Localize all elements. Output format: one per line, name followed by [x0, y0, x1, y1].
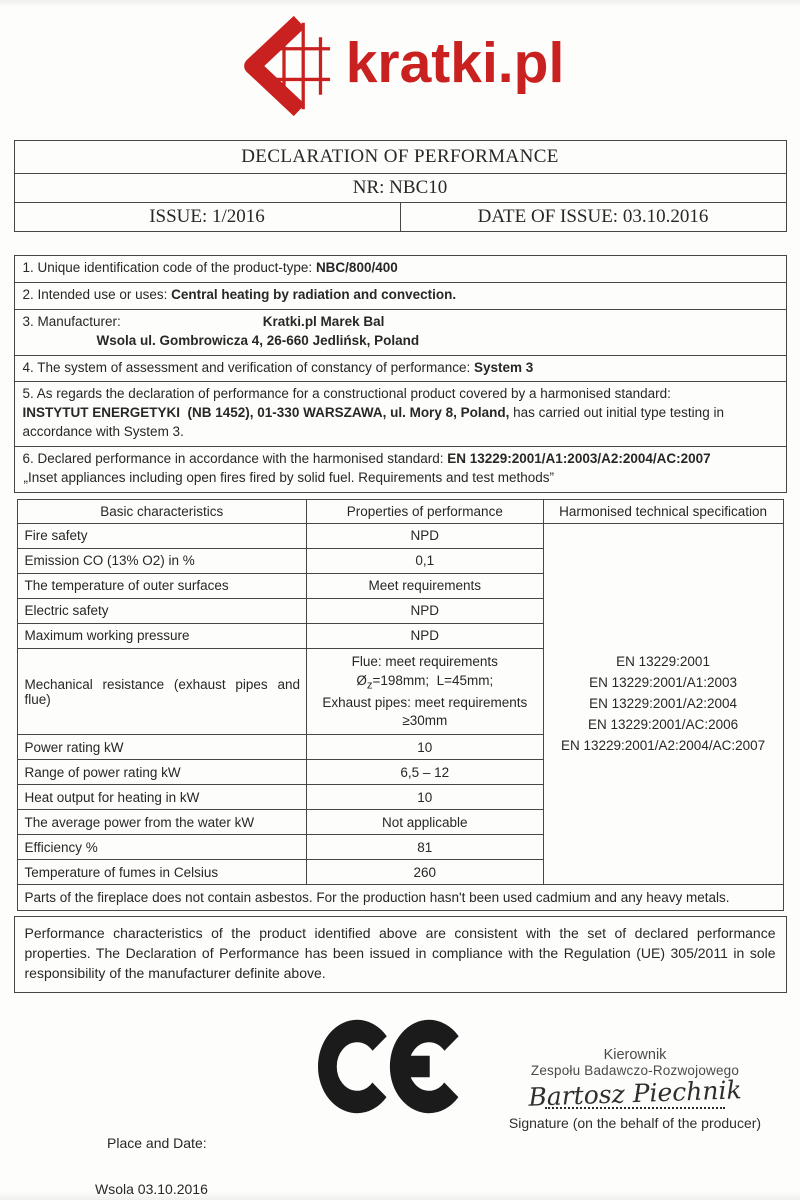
logo — [0, 0, 800, 116]
item-5-intro: 5. As regards the declaration of performance for a constructional product covered by a harmonised standard: — [22, 386, 671, 402]
performance-table-body — [17, 523, 783, 885]
characteristic-label: Power rating kW — [17, 735, 306, 760]
performance-value: NPD — [306, 523, 543, 548]
column-header-basic-characteristics: Basic characteristics — [17, 499, 306, 523]
place-and-date-value: Wsola 03.10.2016 — [95, 1181, 208, 1198]
column-header-harmonised-spec: Harmonised technical specification — [543, 499, 783, 523]
item-unique-id — [14, 256, 786, 283]
characteristic-label: Temperature of fumes in Celsius — [17, 860, 306, 885]
characteristic-label: Range of power rating kW — [17, 760, 306, 785]
characteristic-label: Heat output for heating in kW — [17, 785, 306, 810]
characteristic-label: Emission CO (13% O2) in % — [17, 548, 306, 573]
performance-value: 81 — [306, 835, 543, 860]
document-number: NR: NBC10 — [14, 174, 786, 203]
item-5-tail: has carried out initial type testing in accordance with System 3. — [22, 405, 724, 440]
performance-value: NPD — [306, 623, 543, 648]
place-and-date-label: Place and Date: — [107, 1135, 207, 1152]
item-4-label: 4. The system of assessment and verification of constancy of performance: — [22, 359, 474, 375]
performance-value: 10 — [306, 785, 543, 810]
harmonised-spec-cell: EN 13229:2001 EN 13229:2001/A1:2003 EN 13229:2001/A2:2004 EN 13229:2001/AC:2006 EN 13229:2001/A2:2004/AC:2007 — [543, 523, 783, 885]
issue-cell: ISSUE: 1/2016 — [14, 203, 400, 232]
item-2-value: Central heating by radiation and convection. — [171, 286, 457, 302]
item-notified-body — [14, 382, 786, 447]
compliance-paragraph: Performance characteristics of the product identified above are consistent with the set of declared performance properties. The Declaration of Performance has been issued in compliance with the Regulation (UE) 305/2011 in sole responsibility of the manufacturer definite above. — [14, 916, 787, 993]
characteristic-label: Mechanical resistance (exhaust pipes and flue) — [17, 648, 306, 735]
approver-unit: Zespołu Badawczo-Rozwojowego — [530, 1063, 740, 1079]
brand-wordmark: kratki.pl — [345, 30, 565, 95]
performance-value: 260 — [306, 860, 543, 885]
performance-value: 6,5 – 12 — [306, 760, 543, 785]
characteristic-label: Efficiency % — [17, 835, 306, 860]
characteristic-label: The temperature of outer surfaces — [17, 573, 306, 598]
performance-table-header-row — [17, 499, 783, 523]
footer-section — [0, 1005, 800, 1200]
declaration-items — [14, 255, 787, 493]
item-2-label: 2. Intended use or uses: — [22, 286, 172, 302]
approver-title: Kierownik — [603, 1047, 667, 1064]
signature-block — [490, 1047, 780, 1131]
item-avcp-system — [14, 355, 786, 382]
document-title: DECLARATION OF PERFORMANCE — [14, 141, 786, 174]
item-6-label: 6. Declared performance in accordance with the harmonised standard: — [22, 451, 448, 467]
harmonised-standard: EN 13229:2001/A1:2003/A2:2004/AC:2007 — [447, 451, 711, 467]
table-row — [17, 523, 783, 548]
characteristic-label: Maximum working pressure — [17, 623, 306, 648]
performance-value: 10 — [306, 735, 543, 760]
header-table — [14, 140, 787, 232]
performance-value: 0,1 — [306, 548, 543, 573]
ce-mark-icon — [318, 1017, 468, 1116]
characteristic-label: Electric safety — [17, 598, 306, 623]
item-4-value: System 3 — [473, 359, 534, 375]
standard-subtitle: „Inset appliances including open fires fired by solid fuel. Requirements and test methods” — [23, 470, 555, 486]
manufacturer-address: Wsola ul. Gombrowicza 4, 26-660 Jedlińsk, Poland — [96, 332, 420, 348]
handwritten-signature: Bartosz Piechnik — [527, 1075, 743, 1112]
performance-value: Flue: meet requirements $Ø_z=198mm$; L=45mm; Exhaust pipes: meet requirements ≥30mm — [306, 648, 543, 735]
performance-table — [17, 499, 784, 912]
signature-caption: Signature (on the behalf of the producer) — [508, 1115, 762, 1132]
kratki-grate-icon — [236, 16, 332, 116]
item-intended-use — [14, 282, 786, 309]
manufacturer-name: Kratki.pl Marek Bal — [262, 313, 385, 329]
item-3-label: 3. Manufacturer: — [22, 313, 121, 329]
performance-value: NPD — [306, 598, 543, 623]
notified-body-name: INSTYTUT ENERGETYKI (NB 1452), 01-330 WARSZAWA, ul. Mory 8, Poland, — [22, 405, 510, 421]
characteristic-label: The average power from the water kW — [17, 810, 306, 835]
item-manufacturer — [14, 309, 786, 355]
column-header-properties: Properties of performance — [306, 499, 543, 523]
asbestos-note: Parts of the fireplace does not contain asbestos. For the production hasn't been used cadmium and any heavy metals. — [17, 885, 783, 911]
asbestos-note-row — [17, 885, 783, 911]
item-1-value: NBC/800/400 — [315, 260, 398, 275]
characteristic-label: Fire safety — [17, 523, 306, 548]
performance-value: Not applicable — [306, 810, 543, 835]
performance-value: Meet requirements — [306, 573, 543, 598]
item-declared-performance — [14, 447, 786, 493]
date-of-issue-cell: DATE OF ISSUE: 03.10.2016 — [400, 203, 786, 232]
item-1-label: 1. Unique identification code of the product-type: — [22, 260, 316, 275]
